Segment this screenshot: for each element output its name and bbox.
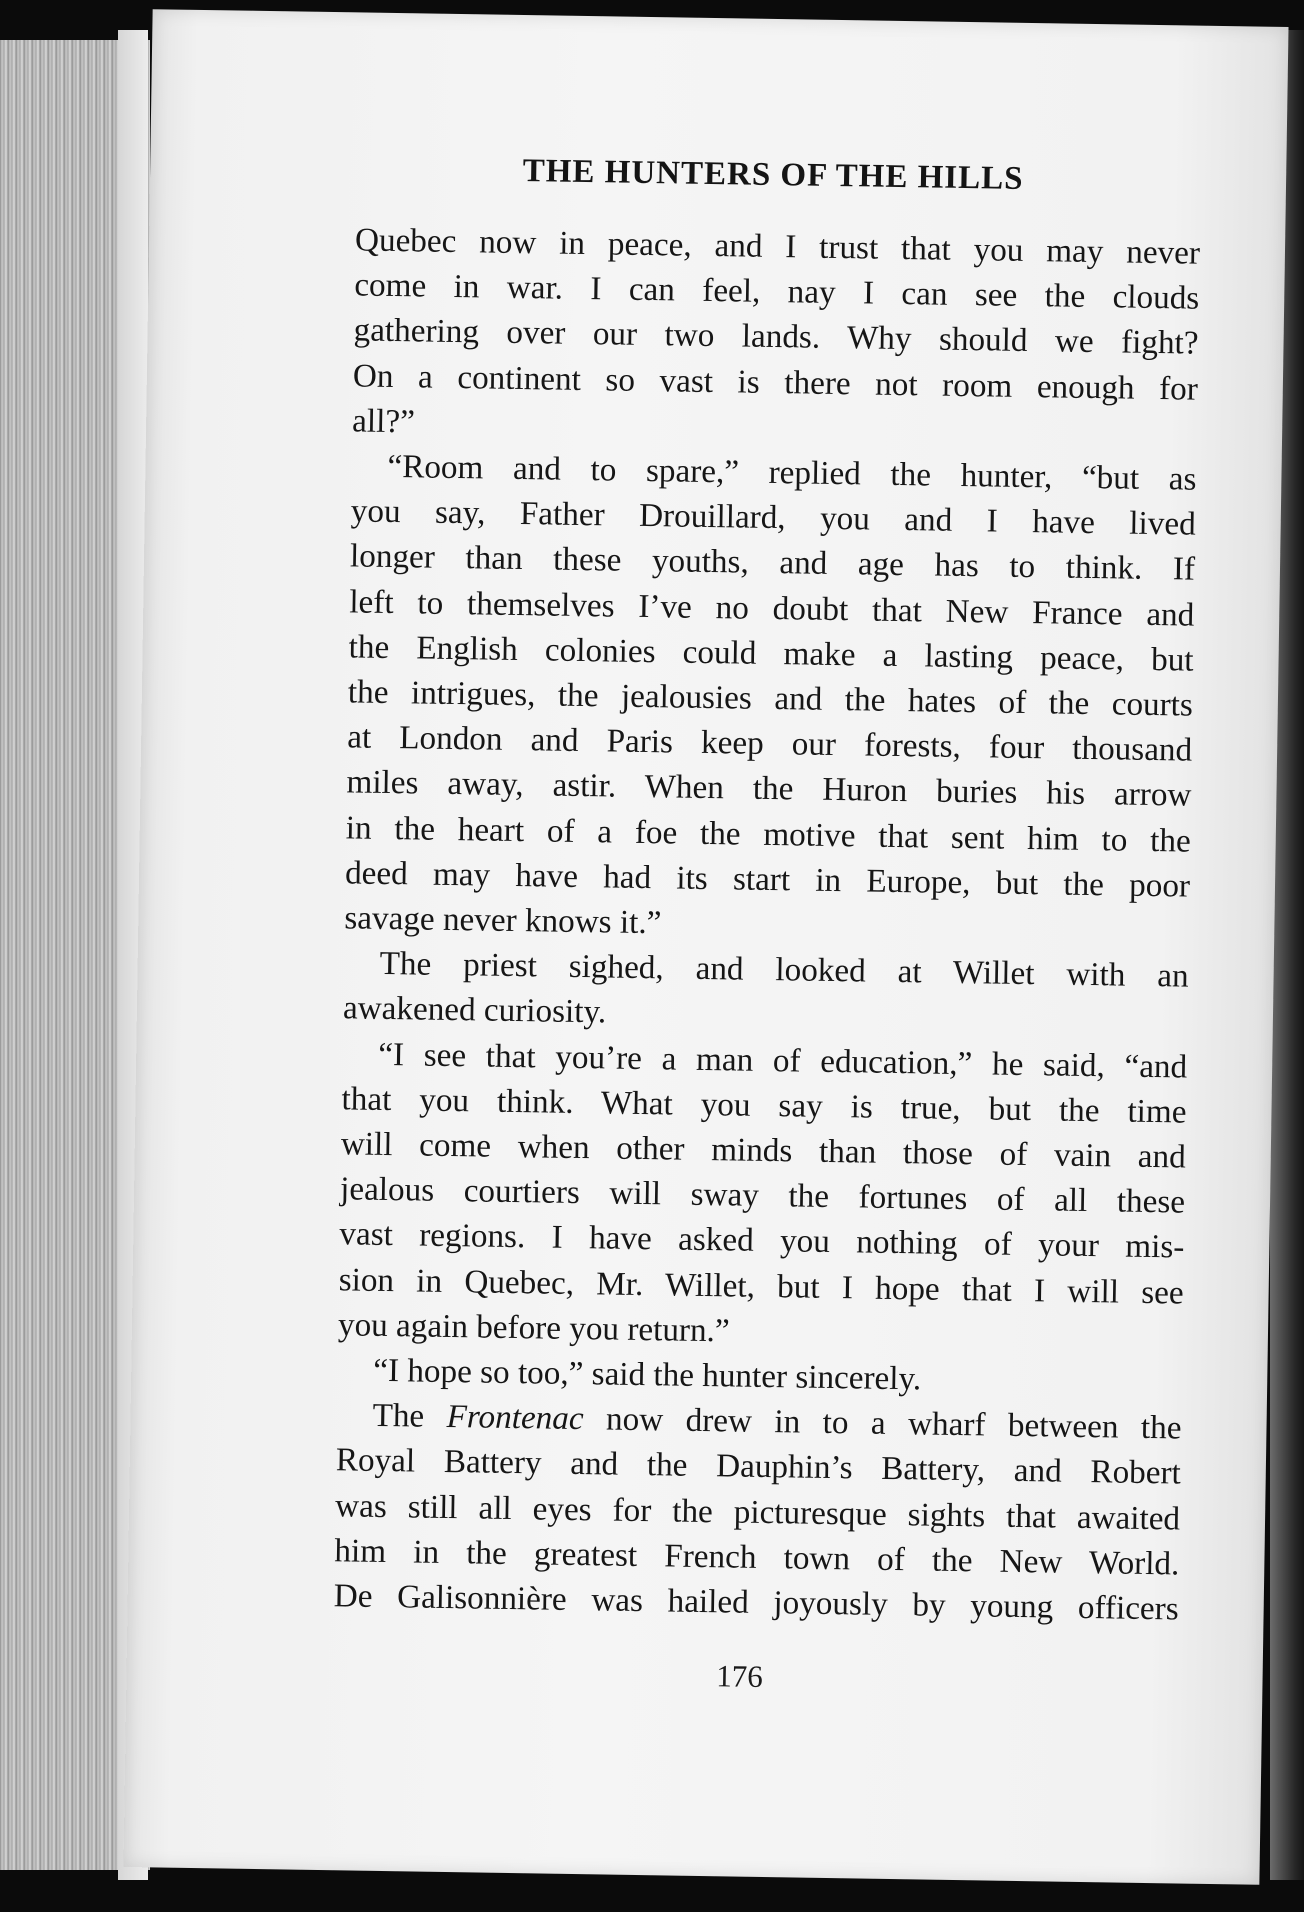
text-line: “Room and to spare,” replied the hunter, “but as	[387, 447, 1197, 498]
text-line: in the heart of a foe the motive that sent him to the	[345, 808, 1192, 860]
text-line: gathering over our two lands. Why should we fight?	[353, 311, 1199, 363]
text-line: him in the greatest French town of the New World.	[334, 1532, 1180, 1583]
text-line: you again before you return.”	[337, 1306, 730, 1350]
text-line: “I hope so too,” said the hunter sincerely.	[373, 1351, 922, 1398]
text-line: The priest sighed, and looked at Willet with an	[379, 945, 1189, 995]
text-line: longer than these youths, and age has to think. If	[349, 537, 1196, 589]
text-line: deed may have had its start in Europe, but the poor	[344, 854, 1191, 905]
text-line: miles away, astir. When the Huron buries his arrow	[346, 763, 1192, 815]
text-line: was still all eyes for the picturesque sights that awaited	[334, 1486, 1181, 1538]
text-fragment: The	[372, 1397, 447, 1436]
body-text	[333, 217, 1200, 1631]
running-head: THE HUNTERS OF THE HILLS	[522, 153, 1024, 197]
text-line: vast regions. I have asked you nothing of your mis-	[339, 1215, 1185, 1267]
text-line: sion in Quebec, Mr. Willet, but I hope that I will see	[338, 1260, 1184, 1312]
page-number: 176	[716, 1658, 764, 1694]
text-line: the English colonies could make a lasting peace, but	[348, 628, 1194, 679]
ship-name-italic: Frontenac	[446, 1398, 584, 1438]
book-page	[123, 9, 1288, 1885]
text-line: that you think. What you say is true, but the time	[341, 1080, 1187, 1131]
text-line: left to themselves I’ve no doubt that New France and	[349, 582, 1195, 634]
text-fragment: now drew in to a wharf between the	[583, 1400, 1182, 1447]
text-line: at London and Paris keep our forests, four thousand	[346, 718, 1193, 769]
text-line: will come when other minds than those of vain and	[340, 1125, 1187, 1176]
text-line: all?”	[351, 402, 416, 441]
text-line: On a continent so vast is there not room enough for	[352, 356, 1199, 408]
text-line: jealous courtiers will sway the fortunes of all these	[339, 1170, 1186, 1221]
text-line: come in war. I can feel, nay I can see the clouds	[354, 266, 1200, 317]
text-line: the intrigues, the jealousies and the hates of the courts	[347, 673, 1194, 724]
text-line: De Galisonnière was hailed joyously by young officers	[333, 1577, 1179, 1628]
text-line: awakened curiosity.	[342, 989, 607, 1031]
text-line: “I see that you’re a man of education,” he said, “and	[377, 1035, 1188, 1086]
text-line: savage never knows it.”	[344, 899, 662, 942]
text-line: Quebec now in peace, and I trust that you may never	[354, 221, 1201, 272]
text-line: you say, Father Drouillard, you and I have lived	[350, 492, 1196, 543]
text-line: Royal Battery and the Dauphin’s Battery, and Robert	[335, 1441, 1182, 1493]
